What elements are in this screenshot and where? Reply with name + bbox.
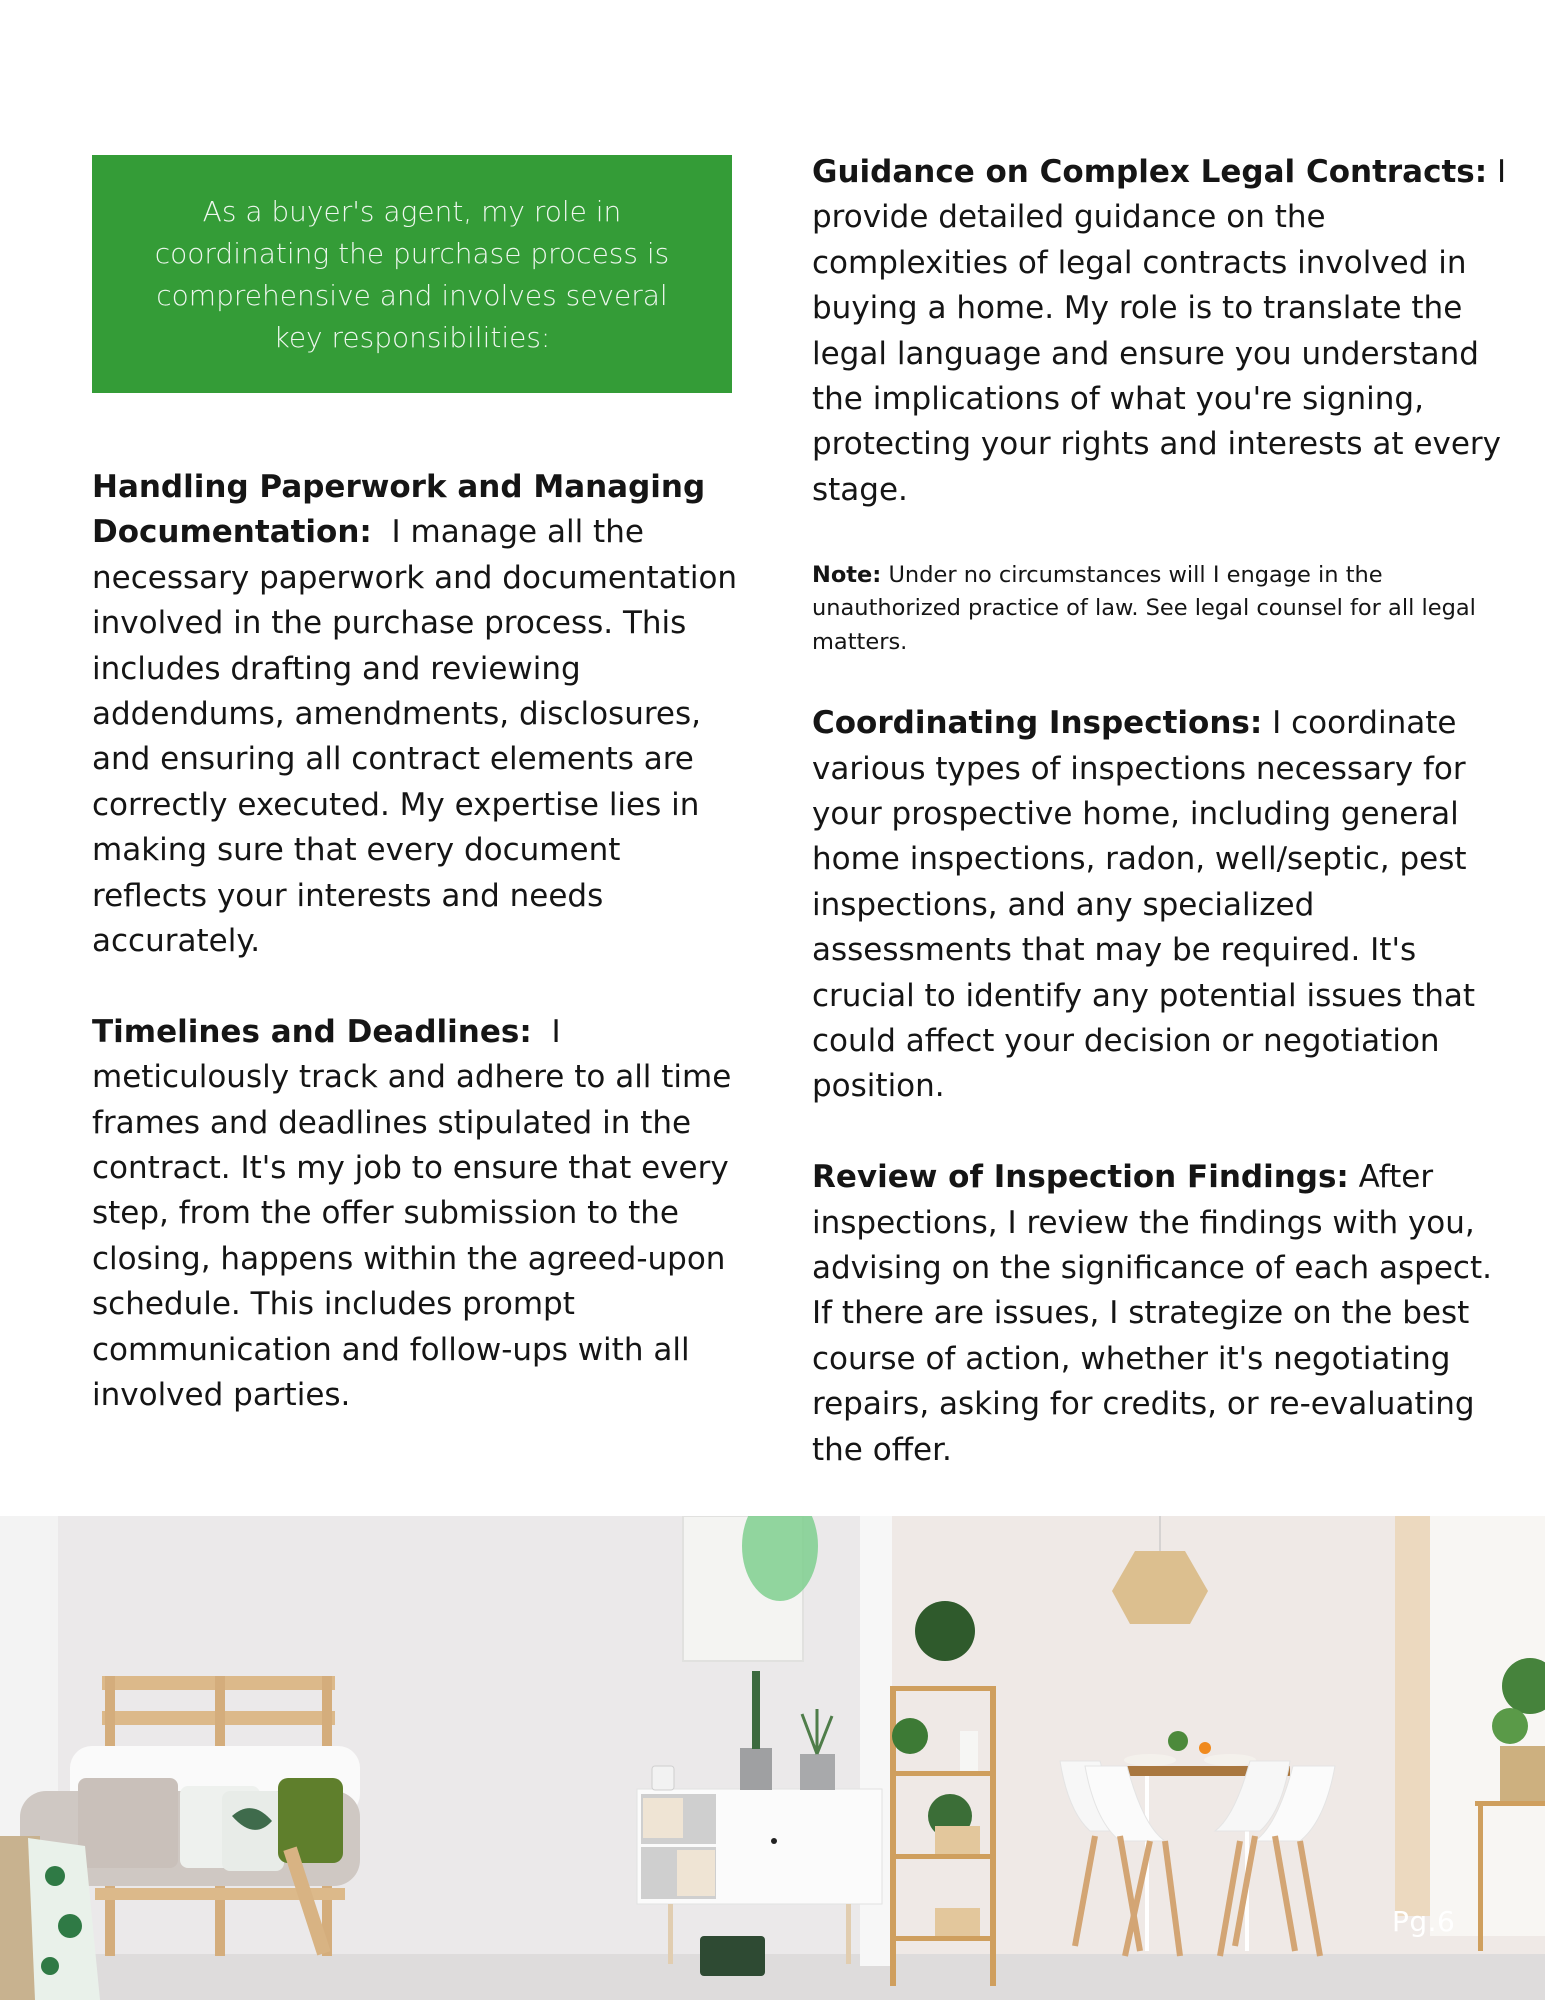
section-heading: Handling Paperwork and Managing Documentation: bbox=[92, 469, 706, 551]
wooden-crate bbox=[935, 1908, 980, 1936]
section-heading: Review of Inspection Findings: bbox=[812, 1159, 1349, 1196]
green-suitcase bbox=[700, 1936, 765, 1976]
section-inspection-findings bbox=[812, 1155, 1512, 1473]
right-column bbox=[812, 150, 1512, 1518]
sideboard-knob bbox=[771, 1838, 777, 1844]
section-body: I coordinate various types of inspections necessary for your prospective home, including general home inspections, radon, well/septic, pest inspections, and any specialized assessments that may be required. It's crucial to identify any potential issues that could affect your decision or negotiation position. bbox=[812, 705, 1476, 1105]
section-heading: Timelines and Deadlines: bbox=[92, 1013, 532, 1050]
ficus-plant bbox=[1492, 1708, 1528, 1744]
beige-pillow bbox=[78, 1778, 178, 1868]
intro-callout-box bbox=[92, 155, 732, 393]
table-herb-plant bbox=[1168, 1731, 1188, 1751]
page-number: Pg.6 bbox=[1392, 1905, 1456, 1938]
shelf-board bbox=[890, 1771, 996, 1776]
snake-plant bbox=[752, 1671, 760, 1749]
section-heading: Coordinating Inspections: bbox=[812, 705, 1263, 742]
note-text: Under no circumstances will I engage in the unauthorized practice of law. See legal counsel for all legal matters. bbox=[812, 561, 1476, 655]
monstera-pillow bbox=[222, 1791, 284, 1871]
shelf-board bbox=[890, 1854, 996, 1859]
section-body: I meticulously track and adhere to all time frames and deadlines stipulated in the contract. It's my job to ensure that every step, from the offer submission to the closing, happens within the agreed-upon schedule. This includes prompt communication and follow-ups with all involved parties. bbox=[92, 1013, 732, 1414]
sideboard-leg bbox=[668, 1904, 673, 1964]
left-column bbox=[92, 465, 740, 1464]
intro-callout-text: As a buyer's agent, my role in coordinating the purchase process is comprehensive and involves several key responsibilities: bbox=[154, 195, 670, 354]
legal-disclaimer-note bbox=[812, 559, 1512, 660]
section-timelines bbox=[92, 1010, 740, 1419]
floor bbox=[0, 1954, 1545, 2000]
book-stack bbox=[643, 1798, 683, 1838]
plant-stand-leg bbox=[1478, 1801, 1483, 1951]
shelf-board bbox=[890, 1686, 996, 1691]
section-inspections bbox=[812, 701, 1512, 1110]
section-paperwork bbox=[92, 465, 740, 964]
shelf-plant bbox=[892, 1718, 928, 1754]
interior-photo-illustration bbox=[0, 1516, 1545, 2000]
throw-leaf bbox=[58, 1914, 82, 1938]
felt-planter bbox=[800, 1754, 835, 1790]
shelf-board bbox=[890, 1936, 996, 1941]
section-heading: Guidance on Complex Legal Contracts: bbox=[812, 154, 1488, 190]
section-legal-contracts bbox=[812, 150, 1512, 513]
note-label: Note: bbox=[812, 561, 882, 588]
throw-leaf bbox=[41, 1957, 59, 1975]
section-body: I provide detailed guidance on the complexities of legal contracts involved in buying a home. My role is to translate the legal language and ensure you understand the implications of what you're signing, protecting your rights and interests at every stage. bbox=[812, 154, 1507, 508]
sideboard-leg bbox=[846, 1904, 851, 1964]
felt-planter bbox=[740, 1748, 772, 1790]
shelf-plant bbox=[915, 1601, 975, 1661]
seagrass-basket bbox=[1500, 1746, 1545, 1801]
interior-photo bbox=[0, 1516, 1545, 2000]
curtain bbox=[1395, 1516, 1430, 1916]
plate bbox=[1124, 1754, 1176, 1766]
throw-leaf bbox=[45, 1866, 65, 1886]
section-body: I manage all the necessary paperwork and documentation involved in the purchase process. This includes drafting and reviewing addendums, amendments, disclosures, and ensuring all contract elements are correctly executed. My expertise lies in making sure that every document reflects your interests and needs accurately. bbox=[92, 514, 738, 960]
orange bbox=[1199, 1742, 1211, 1754]
section-body: After inspections, I review the findings with you, advising on the significance of each aspect. If there are issues, I strategize on the best course of action, whether it's negotiating repairs, asking for credits, or re-evaluating the offer. bbox=[812, 1159, 1492, 1468]
mug bbox=[652, 1766, 674, 1790]
plate bbox=[1204, 1754, 1256, 1766]
plant-stand-top bbox=[1475, 1801, 1545, 1806]
white-jug bbox=[960, 1731, 978, 1771]
book-stack bbox=[677, 1850, 715, 1896]
wooden-crate bbox=[935, 1826, 980, 1854]
